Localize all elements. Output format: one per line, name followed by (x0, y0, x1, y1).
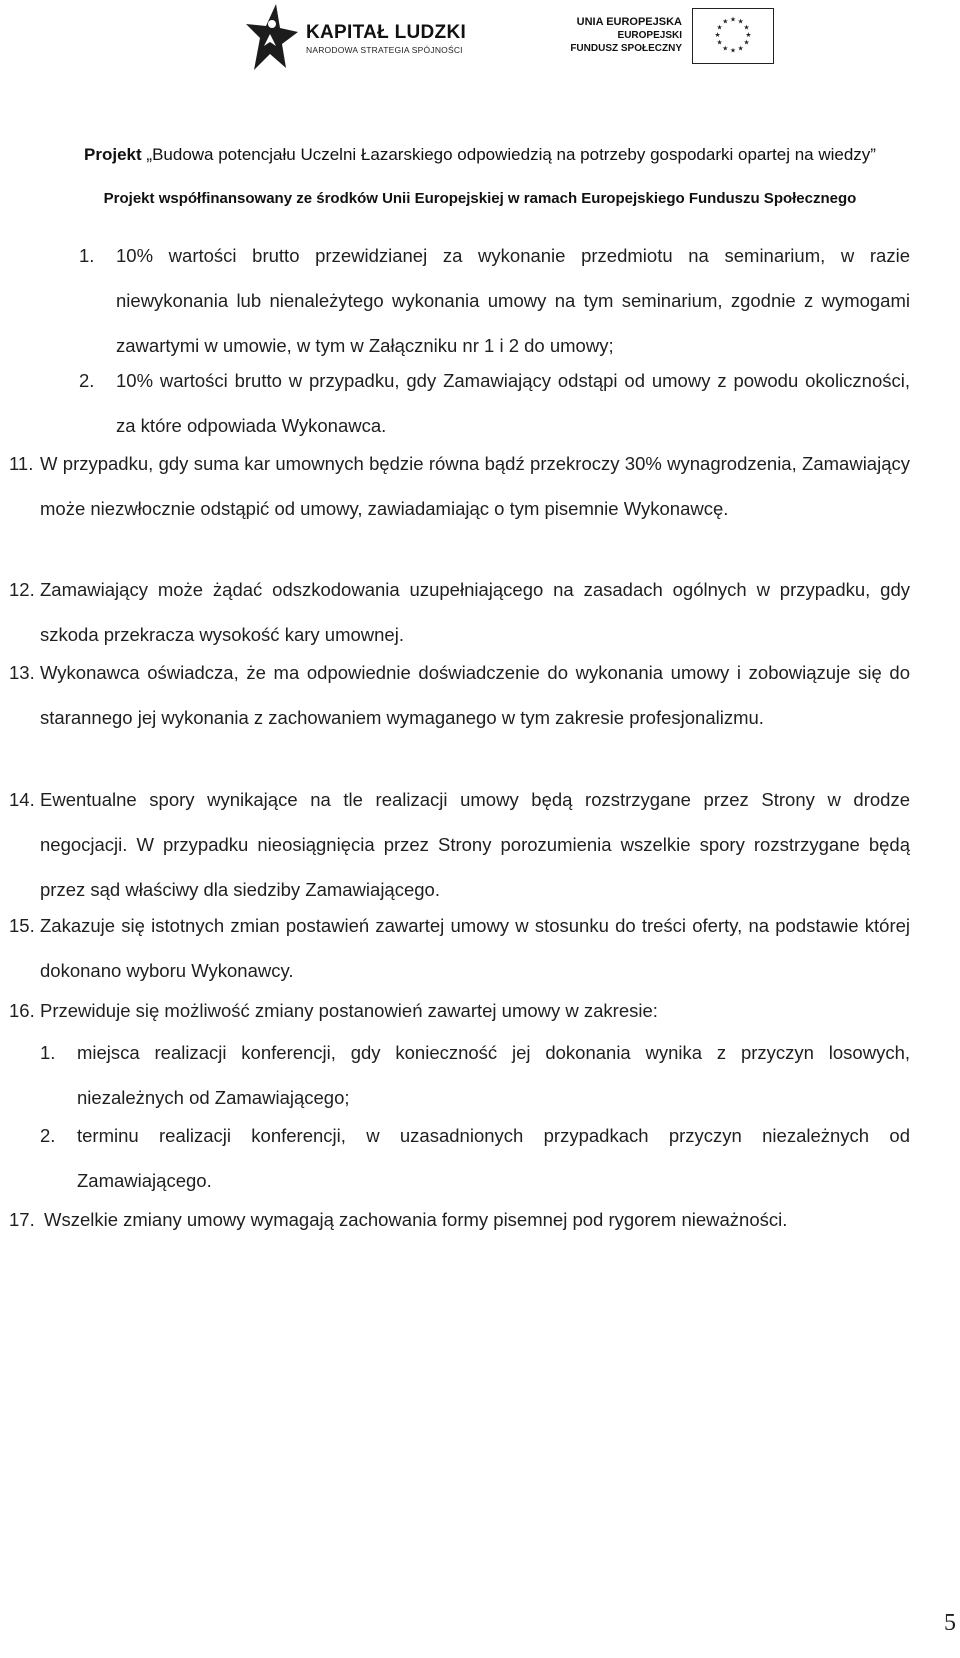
list-item-number: 11. (9, 453, 34, 474)
list-item-text: W przypadku, gdy suma kar umownych będzie równa bądź przekroczy 30% wynagrodzenia, Zamawiający może niezwłocznie odstąpić od umowy, zawiadamiając o tym pisemnie Wykonawcę. (40, 453, 910, 519)
list-item-number: 14. (9, 789, 35, 810)
list-item-number: 12. (9, 579, 35, 600)
svg-text:★: ★ (745, 30, 752, 39)
svg-text:★: ★ (722, 44, 729, 53)
eu-logo-line1: UNIA EUROPEJSKA (576, 16, 682, 28)
list-item-text: Zakazuje się istotnych zmian postawień zawartej umowy w stosunku do treści oferty, na podstawie której dokonano wyboru Wykonawcy. (40, 915, 910, 981)
cofunding-statement: Projekt współfinansowany ze środków Unii Europejskiej w ramach Europejskiego Funduszu Społecznego (103, 190, 857, 207)
svg-text:★: ★ (743, 38, 750, 47)
list-item-number: 2. (79, 370, 95, 391)
svg-text:★: ★ (729, 15, 737, 24)
svg-text:★: ★ (716, 38, 723, 47)
svg-text:★: ★ (722, 17, 729, 26)
svg-text:★: ★ (737, 44, 744, 53)
svg-text:★: ★ (714, 30, 721, 39)
list-item-number: 13. (9, 662, 35, 683)
page-number: 5 (944, 1610, 956, 1636)
svg-text:★: ★ (716, 23, 723, 32)
kapital-ludzki-star-icon (242, 2, 302, 72)
kapital-ludzki-subtitle: NARODOWA STRATEGIA SPÓJNOŚCI (306, 45, 463, 55)
list-item-number: 17. (9, 1209, 35, 1230)
list-item-text: Przewiduje się możliwość zmiany postanowień zawartej umowy w zakresie: (40, 1000, 658, 1021)
eu-logo-text (570, 16, 682, 55)
list-item-number: 2. (40, 1125, 56, 1146)
svg-text:★: ★ (729, 46, 737, 55)
project-title-line (0, 145, 960, 165)
kapital-ludzki-title: KAPITAŁ LUDZKI (306, 22, 467, 43)
list-item-number: 15. (9, 915, 35, 936)
list-item-number: 1. (79, 245, 95, 266)
svg-text:★: ★ (737, 17, 744, 26)
eu-stars-flag-icon (692, 8, 774, 64)
list-item-text: Wykonawca oświadcza, że ma odpowiednie doświadczenie do wykonania umowy i zobowiązuje się do starannego jej wykonania z zachowaniem wymaganego w tym zakresie profesjonalizmu. (40, 662, 910, 728)
project-label: Projekt (84, 145, 142, 164)
list-item-text: 10% wartości brutto przewidzianej za wykonanie przedmiotu na seminarium, w razie niewykonania lub nienależytego wykonania umowy na tym seminarium, zgodnie z wymogami zawartymi w umowie, w tym w Załączniku nr 1 i 2 do umowy; (116, 245, 910, 356)
project-title: „Budowa potencjału Uczelni Łazarskiego odpowiedzią na potrzeby gospodarki opartej na wiedzy” (146, 145, 876, 164)
eu-logo (556, 8, 774, 64)
list-item-text: 10% wartości brutto w przypadku, gdy Zamawiający odstąpi od umowy z powodu okoliczności, za które odpowiada Wykonawca. (116, 370, 910, 436)
list-item-text: Zamawiający może żądać odszkodowania uzupełniającego na zasadach ogólnych w przypadku, gdy szkoda przekracza wysokość kary umownej. (40, 579, 910, 645)
list-item-text: terminu realizacji konferencji, w uzasadnionych przypadkach przyczyn niezależnych od Zamawiającego. (77, 1125, 910, 1191)
eu-logo-line2: EUROPEJSKI (617, 30, 682, 41)
list-item-text: Wszelkie zmiany umowy wymagają zachowania formy pisemnej pod rygorem nieważności. (44, 1209, 788, 1230)
list-item-text: Ewentualne spory wynikające na tle realizacji umowy będą rozstrzygane przez Strony w drodze negocjacji. W przypadku nieosiągnięcia przez Strony porozumienia wszelkie spory rozstrzygane będą przez sąd właściwy dla siedziby Zamawiającego. (40, 789, 910, 900)
list-item-number: 16. (9, 1000, 35, 1021)
header-logos (0, 0, 960, 80)
list-item-number: 1. (40, 1042, 56, 1063)
eu-logo-line3: FUNDUSZ SPOŁECZNY (570, 43, 682, 54)
list-item-text: miejsca realizacji konferencji, gdy konieczność jej dokonania wynika z przyczyn losowych, niezależnych od Zamawiającego; (77, 1042, 910, 1108)
svg-text:★: ★ (743, 23, 750, 32)
kapital-ludzki-logo (242, 2, 472, 72)
